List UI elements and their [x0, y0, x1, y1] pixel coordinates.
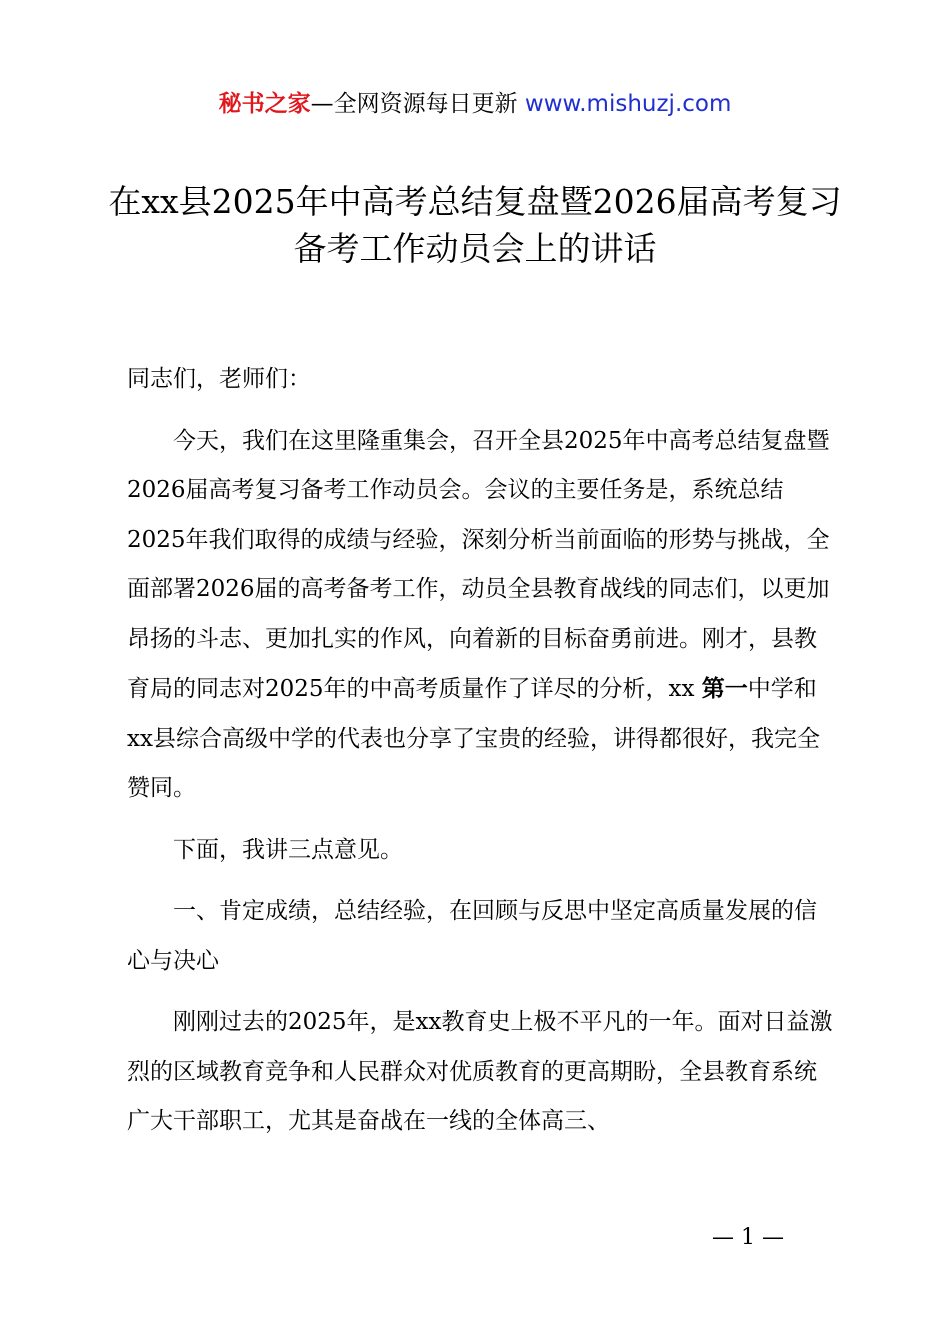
document-title: 在xx县2025年中高考总结复盘暨2026届高考复习备考工作动员会上的讲话 — [108, 182, 842, 268]
brand-name: 秘书之家 — [218, 91, 311, 117]
paragraph-2: 下面，我讲三点意见。 — [173, 836, 403, 863]
paragraph-1-text-b: 中学和xx县综合高级中学的代表也分享了宝贵的经验，讲得都很好，我完全赞同。 — [127, 676, 820, 801]
paragraph-1-bold: 第一 — [701, 675, 748, 702]
header-tagline: —全网资源每日更新 — [310, 91, 525, 117]
paragraph-3: 刚刚过去的2025年，是xx教育史上极不平凡的一年。面对日益激烈的区域教育竞争和人民群众对优质教育的更高期盼，全县教育系统广大干部职工，尤其是奋战在一线的全体高三、 — [127, 1009, 833, 1134]
paragraph-1 — [127, 417, 834, 814]
document-body — [127, 355, 834, 1147]
page-number: — 1 — — [712, 1225, 784, 1250]
site-url-link[interactable]: www.mishuzj.com — [524, 91, 732, 117]
paragraph-1-text-a: 今天，我们在这里隆重集会，召开全县2025年中高考总结复盘暨2026届高考复习备考工作动员会。会议的主要任务是，系统总结2025年我们取得的成绩与经验，深刻分析当前面临的形势与挑战，全面部署2026届的高考备考工作，动员全县教育战线的同志们，以更加昂扬的斗志、更加扎实的作风，向着新的目标奋勇前进。刚才，县教育局的同志对2025年的中高考质量作了详尽的分析，xx — [127, 427, 830, 702]
salutation: 同志们，老师们： — [127, 366, 311, 392]
site-header — [0, 88, 950, 120]
section-heading-1: 一、肯定成绩，总结经验，在回顾与反思中坚定高质量发展的信心与决心 — [127, 898, 817, 974]
